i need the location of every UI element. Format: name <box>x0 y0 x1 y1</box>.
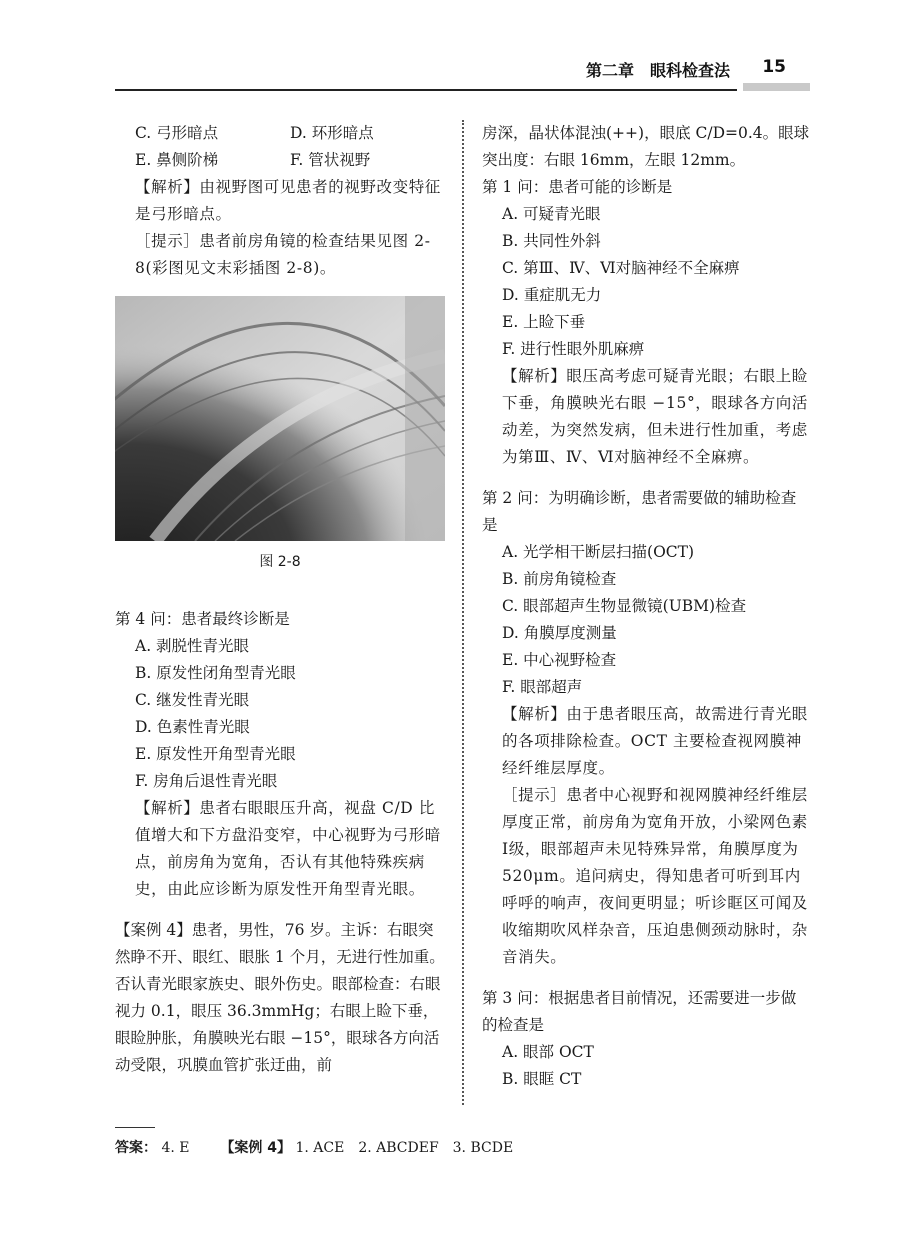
page-header <box>115 58 810 92</box>
analysis-paragraph: 【解析】患者右眼眼压升高，视盘 C/D 比值增大和下方盘沿变窄，中心视野为弓形暗点，前房角为宽角，否认有其他特殊疾病史，由此应诊断为原发性开角型青光眼。 <box>135 799 441 898</box>
answer-footer <box>115 1137 513 1157</box>
q2-options <box>482 539 810 701</box>
q3-option: A. 眼部 OCT <box>502 1043 594 1061</box>
right-column <box>482 120 810 1093</box>
q1-option: F. 进行性眼外肌麻痹 <box>502 340 645 358</box>
gonioscopy-figure <box>115 296 445 541</box>
option-e: E. 鼻侧阶梯 <box>135 151 219 169</box>
option-d: D. 环形暗点 <box>290 124 374 142</box>
question-1: 第 1 问：患者可能的诊断是 <box>482 178 673 196</box>
q4-option: D. 色素性青光眼 <box>135 718 250 736</box>
gonioscopy-image <box>115 296 445 541</box>
q3-option: B. 眼眶 CT <box>502 1070 582 1088</box>
question-4: 第 4 问：患者最终诊断是 <box>115 610 290 628</box>
chapter-title: 第二章 眼科检查法 <box>585 61 730 80</box>
q1-option: C. 第Ⅲ、Ⅳ、Ⅵ对脑神经不全麻痹 <box>502 259 740 277</box>
q1-option: B. 共同性外斜 <box>502 232 601 250</box>
q4-option: C. 继发性青光眼 <box>135 691 250 709</box>
q1-options <box>482 201 810 363</box>
q3-options <box>482 1039 810 1093</box>
q2-option: A. 光学相干断层扫描(OCT) <box>502 543 695 561</box>
figure-caption: 图 2-8 <box>259 554 301 570</box>
option-c: C. 弓形暗点 <box>135 124 219 142</box>
hint-paragraph: ［提示］患者中心视野和视网膜神经纤维层厚度正常，前房角为宽角开放，小梁网色素Ⅰ级，眼部超声未见特殊异常，角膜厚度为 520μm。追问病史，得知患者可听到耳内呼呼的响声，夜间更明显；听诊眶区可闻及收缩期吹风样杂音，压迫患侧颈动脉时，杂音消失。 <box>502 786 808 966</box>
q2-option: B. 前房角镜检查 <box>502 570 617 588</box>
analysis-paragraph: 【解析】由视野图可见患者的视野改变特征是弓形暗点。 <box>135 178 441 223</box>
answer-case-label: 【案例 4】 <box>220 1140 292 1156</box>
q2-option: E. 中心视野检查 <box>502 651 617 669</box>
page-number: 15 <box>762 57 786 77</box>
q1-option: A. 可疑青光眼 <box>502 205 601 223</box>
left-column <box>115 120 445 1079</box>
answer-case-4: 1. ACE 2. ABCDEF 3. BCDE <box>295 1140 514 1156</box>
q4-option: B. 原发性闭角型青光眼 <box>135 664 296 682</box>
case-4-paragraph: 【案例 4】患者，男性，76 岁。主诉：右眼突然睁不开、眼红、眼胀 1 个月，无进行性加重。否认青光眼家族史、眼外伤史。眼部检查：右眼视力 0.1，眼压 36.3mmHg；右眼上睑下垂，眼睑肿胀，角膜映光右眼 −15°，眼球各方向活动受限，巩膜血管扩张迂曲，前 <box>115 921 445 1074</box>
header-bar <box>743 83 810 91</box>
option-f: F. 管状视野 <box>290 151 371 169</box>
q1-option: D. 重症肌无力 <box>502 286 602 304</box>
q4-option: A. 剥脱性青光眼 <box>135 637 250 655</box>
option-row <box>115 147 445 174</box>
q2-option: F. 眼部超声 <box>502 678 583 696</box>
footer-rule <box>115 1127 155 1128</box>
q2-option: D. 角膜厚度测量 <box>502 624 617 642</box>
analysis-paragraph: 【解析】由于患者眼压高，故需进行青光眼的各项排除检查。OCT 主要检查视网膜神经纤维层厚度。 <box>502 705 808 777</box>
header-rule <box>115 89 737 91</box>
q2-option: C. 眼部超声生物显微镜(UBM)检查 <box>502 597 747 615</box>
question-2: 第 2 问：为明确诊断，患者需要做的辅助检查是 <box>482 489 797 534</box>
q4-option: E. 原发性开角型青光眼 <box>135 745 296 763</box>
column-divider <box>462 120 464 1105</box>
answer-label: 答案： <box>115 1140 157 1156</box>
question-3: 第 3 问：根据患者目前情况，还需要进一步做的检查是 <box>482 989 797 1034</box>
analysis-paragraph: 【解析】眼压高考虑可疑青光眼；右眼上睑下垂，角膜映光右眼 −15°，眼球各方向活动差，为突然发病，但未进行性加重，考虑为第Ⅲ、Ⅳ、Ⅵ对脑神经不全麻痹。 <box>502 367 808 466</box>
q1-option: E. 上睑下垂 <box>502 313 586 331</box>
answer-q4: 4. E <box>161 1140 190 1156</box>
option-row <box>115 120 445 147</box>
case-4-continued: 房深，晶状体混浊(++)，眼底 C/D=0.4。眼球突出度：右眼 16mm，左眼 12mm。 <box>482 124 810 169</box>
hint-paragraph: ［提示］患者前房角镜的检查结果见图 2-8(彩图见文末彩插图 2-8)。 <box>135 232 431 277</box>
q4-options <box>115 633 445 795</box>
q4-option: F. 房角后退性青光眼 <box>135 772 278 790</box>
